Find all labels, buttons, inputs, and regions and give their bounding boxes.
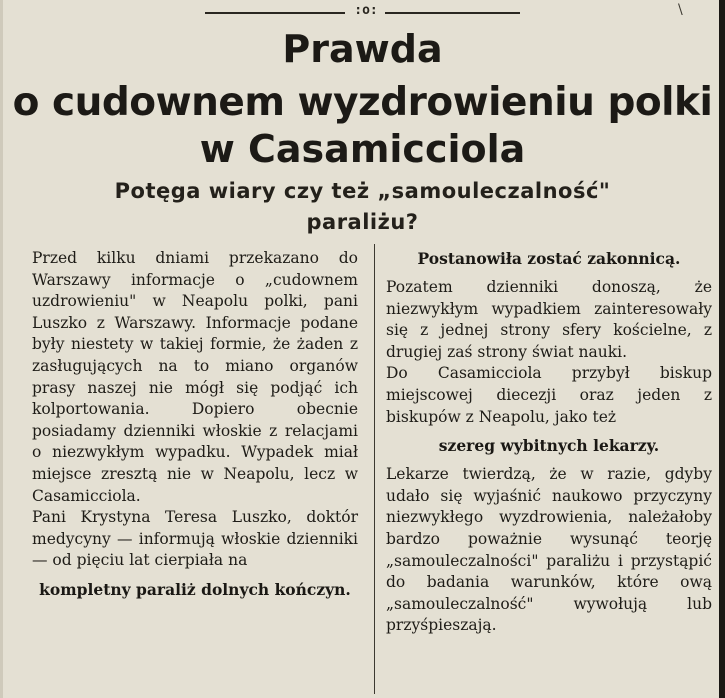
headline-line-2: o cudownem wyzdrowieniu polki <box>12 80 713 125</box>
left-gap <box>32 572 358 579</box>
ornament-rule-left <box>205 12 345 14</box>
right-gap-2 <box>386 428 712 435</box>
left-paragraph-2: Pani Krystyna Teresa Luszko, doktór medycyny — informują włoskie dzienniki — od pięciu lat cierpiała na <box>32 508 358 570</box>
right-gap-1 <box>386 270 712 277</box>
right-subtitle-1: Postanowiła zostać zakonnicą. <box>417 249 681 268</box>
subheadline-line-1: Potęga wiary czy też „samouleczalność" <box>114 179 611 203</box>
left-subtitle: kompletny paraliż dolnych kończyn. <box>39 579 351 599</box>
right-paragraph-1: Pozatem dzienniki donoszą, że niezwykłym wypadkiem zainteresowały się z jednej strony sfery kościelne, z drugiej zaś strony świat nauki. <box>386 278 712 361</box>
headline-line-1: Prawda <box>282 27 443 71</box>
headline-line-3: w Casamicciola <box>199 127 526 171</box>
right-gap-3 <box>386 457 712 464</box>
right-paragraph-3: Lekarze twierdzą, że w razie, gdyby udało się wyjaśnić naukowo przyczyny niezwykłego wyzdrowienia, należałoby bardzo poważnie wysunąć teorję „samouleczalności" paraliżu i przystąpić do badania warunków, które ową „samouleczalność" wywołują lub przyśpieszają. <box>386 465 712 635</box>
ornament-center-mark: :o: <box>354 3 378 18</box>
corner-mark: \ <box>678 2 683 18</box>
article-column-left <box>32 248 358 601</box>
left-paragraph-1: Przed kilku dniami przekazano do Warszawy informacje o „cudownem uzdrowieniu" w Neapolu polki, pani Luszko z Warszawy. Informacje podane były niestety w takiej formie, że żaden z zasługujących na to miano organów prasy naszej nie mógł się podjąć ich kolportowania. Dopiero obecnie posiadamy dzienniki włoskie z relacjami o niezwykłym wypadku. Wypadek miał miejsce zresztą nie w Neapolu, lecz w Casamicciola. <box>32 249 358 505</box>
right-subtitle-2: szereg wybitnych lekarzy. <box>438 436 660 456</box>
article-column-right <box>386 248 712 637</box>
section-ornament <box>0 3 725 20</box>
right-paragraph-2: Do Casamicciola przybył biskup miejscowej diecezji oraz jeden z biskupów z Neapolu, jako też <box>386 364 712 426</box>
subheadline-line-2: paraliżu? <box>306 210 419 234</box>
ornament-rule-right <box>385 12 520 14</box>
column-divider <box>374 244 375 694</box>
